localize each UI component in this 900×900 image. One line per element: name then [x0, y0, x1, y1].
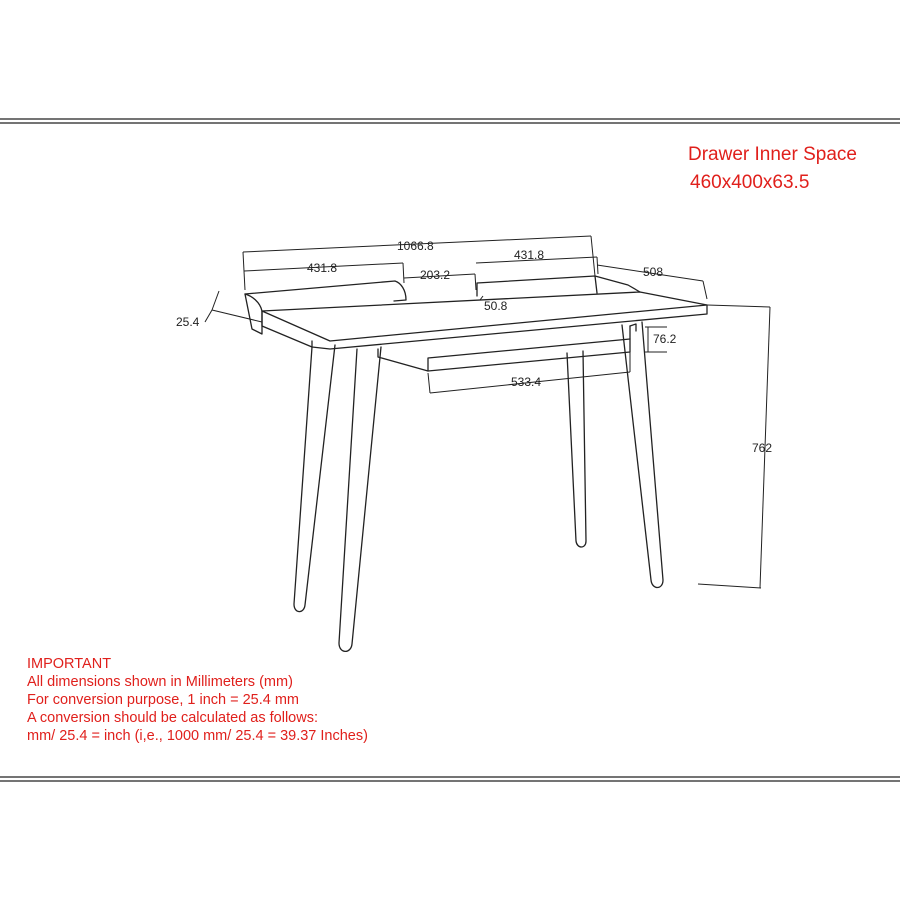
important-notes [27, 655, 368, 745]
dimension-lines [205, 236, 773, 588]
leg-back-right [567, 351, 586, 547]
drawer-inner-space-size: 460x400x63.5 [690, 172, 810, 193]
notes-line: A conversion should be calculated as follows: [27, 710, 318, 726]
dim-rail-offset: 50.8 [484, 299, 508, 313]
dim-drawer-height: 76.2 [653, 332, 677, 346]
dim-right-back-rail: 431.8 [514, 248, 545, 262]
notes-heading: IMPORTANT [27, 656, 112, 672]
desk-illustration [245, 276, 707, 651]
dimension-labels [176, 239, 772, 455]
dim-overall-width: 1066.8 [397, 239, 434, 253]
dim-left-back-rail: 431.8 [307, 261, 338, 275]
notes-line: mm/ 25.4 = inch (i,e., 1000 mm/ 25.4 = 39.37 Inches) [27, 728, 368, 744]
dim-depth: 508 [643, 265, 664, 279]
notes-line: For conversion purpose, 1 inch = 25.4 mm [27, 692, 300, 708]
drawer-inner-space-title: Drawer Inner Space [688, 144, 857, 165]
notes-line: All dimensions shown in Millimeters (mm) [27, 674, 293, 690]
dim-drawer-width: 533.4 [511, 375, 542, 389]
leg-front-right [622, 322, 663, 588]
dim-rail-gap: 203.2 [420, 268, 451, 282]
dim-height: 762 [752, 441, 773, 455]
dim-top-thickness: 25.4 [176, 315, 200, 329]
leg-front-left [294, 345, 335, 612]
left-back-rail [245, 294, 262, 334]
leg-front-left-rear [339, 347, 381, 651]
